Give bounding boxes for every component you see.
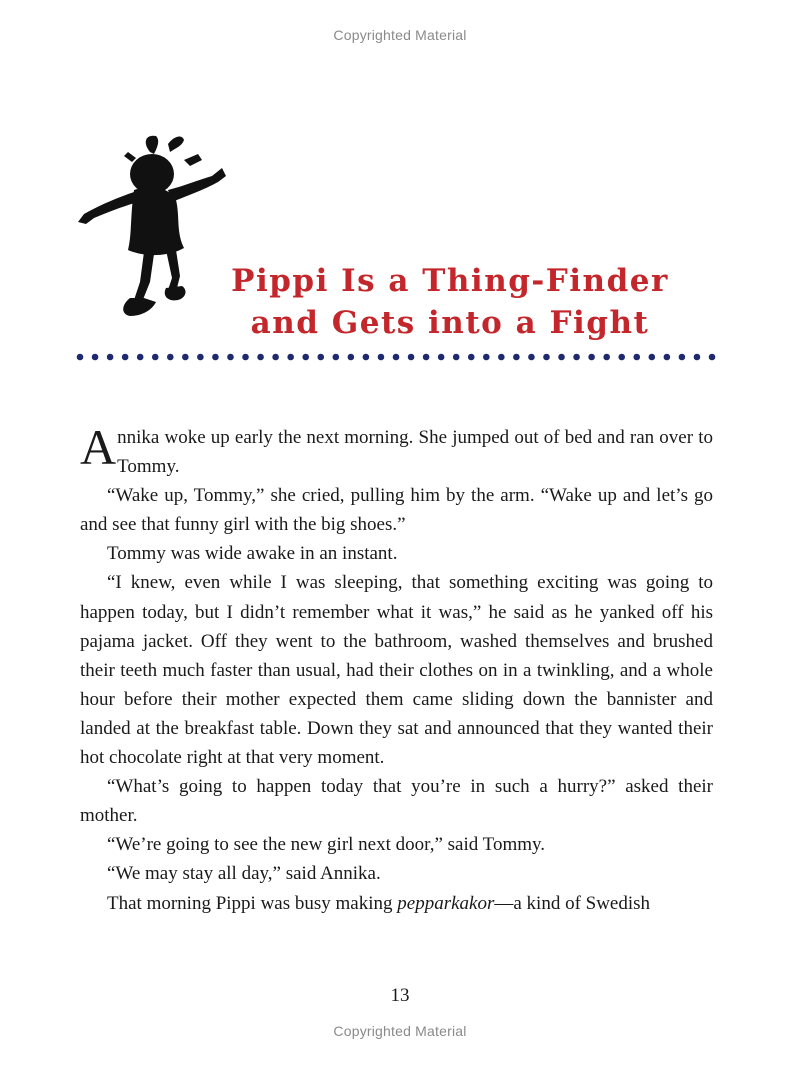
paragraph-8-italic: pepparkakor [397, 892, 495, 914]
divider-dot [694, 354, 701, 361]
divider-dot [588, 354, 595, 361]
paragraph-7: “We may stay all day,” said Annika. [107, 863, 381, 885]
divider-dot [558, 354, 565, 361]
divider-dot [438, 354, 445, 361]
divider-dot [483, 354, 490, 361]
paragraph-5: “What’s going to happen today that you’re in such a hurry?” asked their mother. [80, 776, 713, 827]
divider-dot [513, 354, 520, 361]
divider-dot [633, 354, 640, 361]
divider-dot [573, 354, 580, 361]
divider-dot [77, 354, 84, 361]
divider-dot [498, 354, 505, 361]
divider-dot [603, 354, 610, 361]
page-number: 13 [390, 985, 410, 1006]
dotted-divider-icon [76, 351, 716, 363]
divider-dot [107, 354, 114, 361]
paragraph-6: “We’re going to see the new girl next door,” said Tommy. [107, 834, 546, 856]
chapter-title-line-1: Pippi Is a Thing-Finder [231, 263, 669, 299]
divider-dot [242, 354, 249, 361]
divider-dot [709, 354, 716, 361]
divider-dot [122, 354, 129, 361]
chapter-body [80, 419, 713, 918]
divider-dot [408, 354, 415, 361]
divider-dot [167, 354, 174, 361]
paragraph-4: “I knew, even while I was sleeping, that something exciting was going to happen today, but I didn’t remember what it was,” he said as he yanked off his pajama jacket. Off they went to the bathroom, washed themselves and brushed their teeth much faster than usual, had their clothes on in a twinkling, and a whole hour before their mother expected them came sliding down the bannister and landed at the breakfast table. Down they sat and announced that they wanted their hot chocolate right at that very moment. [80, 572, 713, 769]
divider-dot [543, 354, 550, 361]
copyright-watermark-top: Copyrighted Material [333, 27, 467, 43]
paragraph-8 [80, 889, 713, 918]
divider-dot [317, 354, 324, 361]
divider-dot [333, 354, 340, 361]
divider-dot [378, 354, 385, 361]
divider-dot [227, 354, 234, 361]
divider-dot [348, 354, 355, 361]
divider-dot [182, 354, 189, 361]
paragraph-8-text-end: —a kind of Swedish [494, 892, 651, 914]
divider-dot [137, 354, 144, 361]
divider-dot [453, 354, 460, 361]
divider-dot [664, 354, 671, 361]
drop-cap: A [80, 419, 117, 475]
divider-dot [212, 354, 219, 361]
divider-dot [618, 354, 625, 361]
divider-dot [363, 354, 370, 361]
divider-dot [528, 354, 535, 361]
copyright-watermark-bottom: Copyrighted Material [333, 1023, 467, 1039]
divider-dot [423, 354, 430, 361]
divider-dot [393, 354, 400, 361]
divider-dot [679, 354, 686, 361]
paragraph-1-text: nnika woke up early the next morning. She jumped out of bed and ran over to Tommy. [117, 427, 713, 478]
chapter-title-line-2: and Gets into a Fight [250, 305, 650, 341]
divider-dot [649, 354, 656, 361]
paragraph-2: “Wake up, Tommy,” she cried, pulling him by the arm. “Wake up and let’s go and see that funny girl with the big shoes.” [80, 485, 713, 536]
divider-dot [302, 354, 309, 361]
paragraph-8-text-start: That morning Pippi was busy making [107, 892, 398, 914]
divider-dot [197, 354, 204, 361]
paragraph-3: Tommy was wide awake in an instant. [107, 543, 398, 565]
divider-dot [92, 354, 99, 361]
divider-dot [272, 354, 279, 361]
divider-dot [257, 354, 264, 361]
paragraph-1 [80, 419, 713, 481]
divider-dot [287, 354, 294, 361]
divider-dot [468, 354, 475, 361]
divider-dot [152, 354, 159, 361]
